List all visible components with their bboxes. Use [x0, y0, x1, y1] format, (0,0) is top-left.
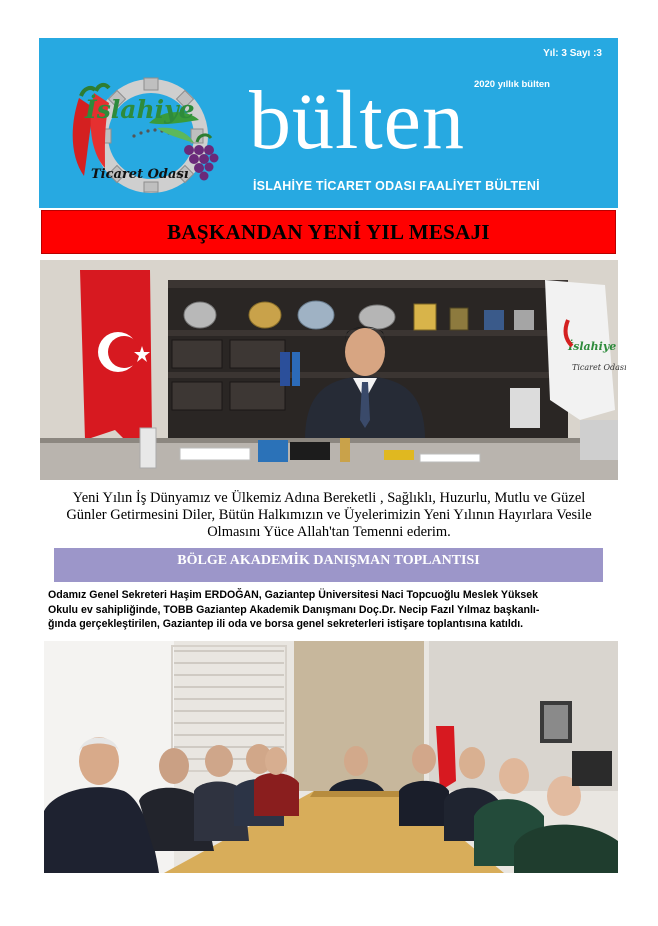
flag-logo-name: İslahiye: [568, 340, 617, 353]
gear-pepper-grape-logo-icon: [39, 38, 244, 208]
logo-name: İslahiye: [85, 95, 195, 124]
bulletin-title: bülten: [249, 74, 465, 167]
chamber-logo: [39, 38, 244, 208]
message-line: Günler Getirmesini Diler, Bütün Halkımızın ve Üyelerimizin Yeni Yılının Hayırlara Vesile: [66, 507, 592, 523]
section-heading-bar: [54, 548, 603, 582]
news-line: Odamız Genel Sekreteri Haşim ERDOĞAN, Gaziantep Üniversitesi Naci Topcuoğlu Meslek Yüksek: [48, 589, 539, 601]
issue-number: Yıl: 3 Sayı :3: [543, 48, 602, 59]
message-line: Olmasını Yüce Allah'tan Temenni ederim.: [207, 524, 451, 540]
logo-sub: Ticaret Odası: [91, 167, 189, 182]
headline-text: BAŞKANDAN YENİ YIL MESAJI: [167, 220, 490, 244]
news-line: Okulu ev sahipliğinde, TOBB Gaziantep Akademik Danışmanı Doç.Dr. Necip Fazıl Yılmaz başkanlı-: [48, 603, 540, 616]
message-line: Yeni Yılın İş Dünyamız ve Ülkemiz Adına Bereketli , Sağlıklı, Huzurlu, Mutlu ve Güzel: [72, 490, 586, 506]
meeting-photo: [44, 641, 618, 873]
bulletin-subtitle: İSLAHİYE TİCARET ODASI FAALİYET BÜLTENİ: [253, 179, 540, 193]
header-banner: [39, 38, 618, 208]
news-line: ğında gerçekleştirilen, Gaziantep ili oda ve borsa genel sekreterleri istişare toplantısına katıldı.: [48, 618, 524, 630]
new-year-message: [40, 490, 618, 541]
annual-label: 2020 yıllık bülten: [473, 79, 550, 90]
section-heading-text: BÖLGE AKADEMİK DANIŞMAN TOPLANTISI: [177, 553, 480, 568]
president-office-photo: [40, 260, 627, 480]
headline-bar: [41, 210, 616, 254]
news-paragraph: [48, 588, 620, 632]
flag-logo-sub: Ticaret Odası: [572, 363, 627, 372]
